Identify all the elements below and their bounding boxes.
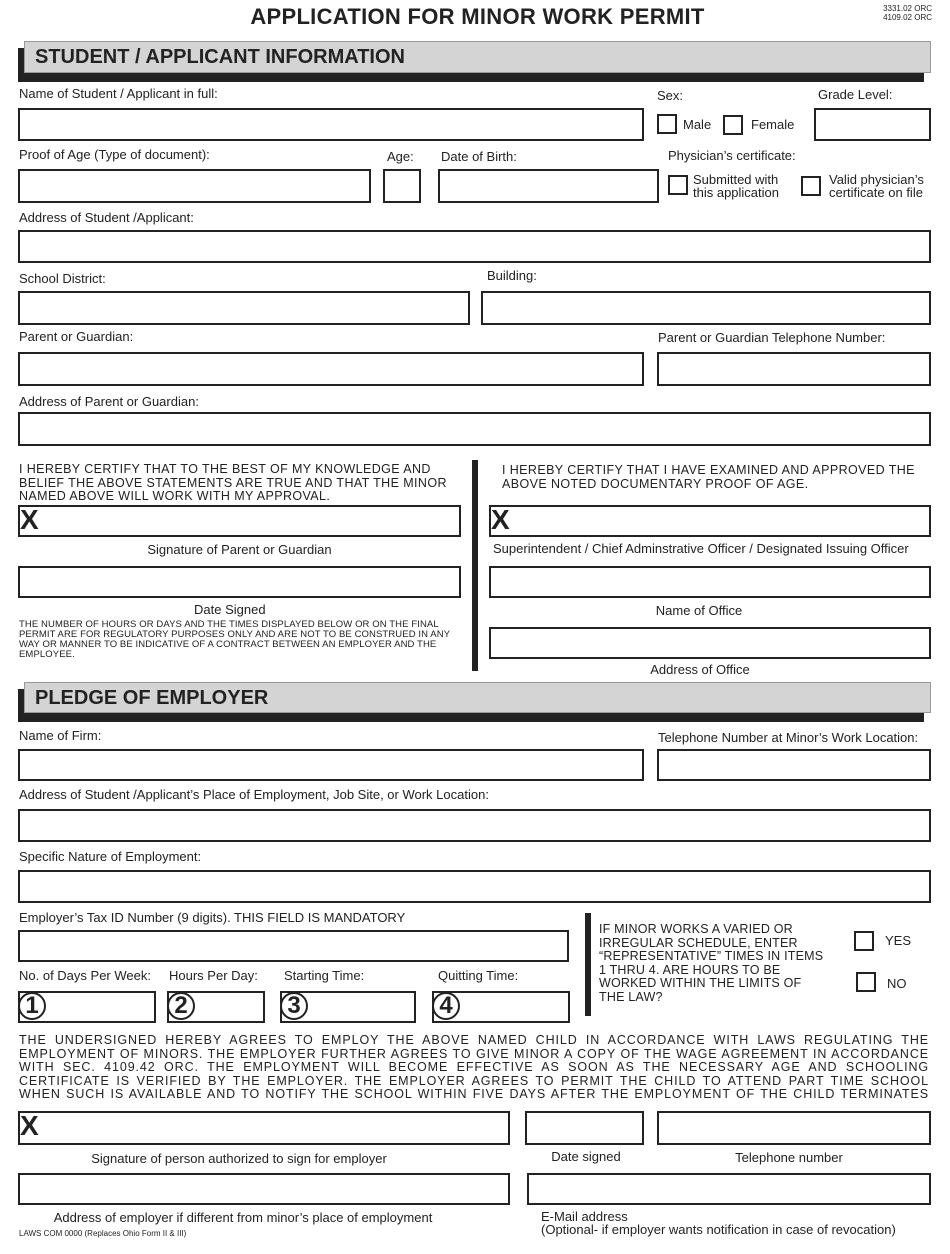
grade-level-field[interactable] [814,108,931,141]
sex-label: Sex: [657,88,684,103]
workplace-address-field[interactable] [18,809,931,842]
no-checkbox[interactable] [856,972,876,992]
female-label: Female [751,117,795,132]
parent-certification-text: I HEREBY CERTIFY THAT TO THE BEST OF MY KNOWLEDGE AND BELIEF THE ABOVE STATEMENTS ARE TRUE AND THAT THE MINOR NAMED ABOVE WILL WORK WITH MY APPROVAL. [19,462,447,503]
submitted-line-1: Submitted with [693,172,779,187]
employer-signature-field[interactable] [18,1111,510,1145]
employer-phone-label: Telephone number [735,1150,843,1165]
age-label: Age: [387,149,414,164]
item-1-marker: 1 [18,992,46,1020]
proof-of-age-label: Proof of Age (Type of document): [19,147,210,162]
yes-label: YES [885,933,912,948]
parent-date-signed-field[interactable] [18,566,461,598]
officer-signature-label: Superintendent / Chief Adminstrative Officer / Designated Issuing Officer [493,541,909,556]
proof-of-age-field[interactable] [18,169,371,203]
tax-id-label: Employer’s Tax ID Number (9 digits). THIS FIELD IS MANDATORY [19,910,406,925]
work-location-phone-label: Telephone Number at Minor’s Work Location: [658,730,919,745]
female-checkbox[interactable] [723,115,743,135]
building-label: Building: [487,268,537,283]
employer-signature-x-mark: X [20,1110,39,1141]
office-name-field[interactable] [489,566,931,598]
starting-time-label: Starting Time: [284,968,365,983]
form-code: LAWS COM 0000 (Replaces Ohio Form II & III) [19,1229,187,1238]
parent-address-field[interactable] [18,412,931,446]
dob-field[interactable] [438,169,659,203]
hours-per-day-label: Hours Per Day: [169,968,258,983]
parent-phone-label: Parent or Guardian Telephone Number: [658,330,886,345]
age-field[interactable] [383,169,421,203]
employer-address-label: Address of employer if different from minor’s place of employment [53,1210,433,1225]
officer-signature-x-mark: X [491,504,510,535]
student-address-label: Address of Student /Applicant: [19,210,194,225]
parent-guardian-field[interactable] [18,352,644,386]
grade-level-label: Grade Level: [818,87,893,102]
employer-section-heading: PLEDGE OF EMPLOYER [24,682,931,713]
student-address-field[interactable] [18,230,931,263]
school-district-field[interactable] [18,291,470,325]
regulatory-disclaimer: THE NUMBER OF HOURS OR DAYS AND THE TIMES DISPLAYED BELOW OR ON THE FINAL PERMIT ARE FOR REGULATORY PURPOSES ONLY AND ARE NOT TO BE CONSTRUED IN ANY WAY OR MANNER TO BE INDICATIVE OF A CONTRACT BETWEEN AN EMPLOYER AND THE EMPLOYEE. [19,619,450,660]
parent-signature-x-mark: X [20,504,39,535]
days-per-week-label: No. of Days Per Week: [19,968,151,983]
work-location-phone-field[interactable] [657,749,931,781]
office-address-label: Address of Office [650,662,750,677]
student-name-field[interactable] [18,108,644,141]
parent-guardian-label: Parent or Guardian: [19,329,134,344]
statute-code-1: 3331.02 ORC [883,4,932,13]
email-label: E-Mail address [541,1209,628,1224]
tax-id-field[interactable] [18,930,569,962]
no-label: NO [887,976,907,991]
male-checkbox[interactable] [657,114,677,134]
quitting-time-label: Quitting Time: [438,968,519,983]
submitted-with-application-checkbox[interactable] [668,175,688,195]
valid-line-1: Valid physician’s [829,172,924,187]
submitted-line-2: this application [693,185,779,200]
officer-signature-field[interactable] [489,505,931,537]
submitted-with-application-label [693,173,779,199]
employer-date-signed-label: Date signed [551,1149,621,1164]
employer-signature-label: Signature of person authorized to sign for employer [91,1151,387,1166]
student-name-label: Name of Student / Applicant in full: [19,86,218,101]
employer-email-field[interactable] [527,1173,931,1205]
employment-nature-label: Specific Nature of Employment: [19,849,202,864]
valid-certificate-on-file-label [829,173,924,199]
firm-name-field[interactable] [18,749,644,781]
officer-certification-text: I HEREBY CERTIFY THAT I HAVE EXAMINED AND APPROVED THE ABOVE NOTED DOCUMENTARY PROOF OF AGE. [502,463,915,491]
student-section-heading: STUDENT / APPLICANT INFORMATION [24,41,931,73]
firm-name-label: Name of Firm: [19,728,102,743]
schedule-divider [585,913,591,1016]
statute-codes [883,4,932,22]
yes-checkbox[interactable] [854,931,874,951]
building-field[interactable] [481,291,931,325]
valid-line-2: certificate on file [829,185,923,200]
parent-signature-label: Signature of Parent or Guardian [147,542,332,557]
item-3-marker: 3 [280,992,308,1020]
physician-certificate-label: Physician’s certificate: [668,148,796,163]
office-address-field[interactable] [489,627,931,659]
employer-agreement-text: THE UNDERSIGNED HEREBY AGREES TO EMPLOY THE ABOVE NAMED CHILD IN ACCORDANCE WITH LAWS REGULATING THE EMPLOYMENT OF MINORS. THE EMPLOYER FURTHER AGREES TO GIVE MINOR A COPY OF THE WAGE AGREEMENT IN ACCORDANCE WITH SEC. 4109.42 ORC. THE EMPLOYMENT WILL BECOME EFFECTIVE AS SOON AS THE NECESSARY AGE AND SCHOOLING CERTIFICATE IS VERIFIED BY THE EMPLOYER. THE EMPLOYER AGREES TO PERMIT THE CHILD TO ATTEND PART TIME SCHOOL WHEN SUCH IS AVAILABLE AND TO NOTIFY THE SCHOOL WITHIN FIVE DAYS AFTER THE EMPLOYMENT OF THE CHILD TERMINATES [19,1033,929,1102]
schedule-question: IF MINOR WORKS A VARIED OR IRREGULAR SCHEDULE, ENTER “REPRESENTATIVE” TIMES IN ITEMS 1 THRU 4. ARE HOURS TO BE WORKED WITHIN THE LIMITS OF THE LAW? [599,922,824,1004]
valid-certificate-on-file-checkbox[interactable] [801,176,821,196]
certification-divider [472,460,478,671]
item-2-marker: 2 [167,992,195,1020]
office-name-label: Name of Office [655,603,743,618]
employment-nature-field[interactable] [18,870,931,903]
parent-date-signed-label: Date Signed [194,602,266,617]
employer-date-signed-field[interactable] [525,1111,644,1145]
employer-address-field[interactable] [18,1173,510,1205]
parent-address-label: Address of Parent or Guardian: [19,394,199,409]
parent-phone-field[interactable] [657,352,931,386]
form-title: APPLICATION FOR MINOR WORK PERMIT [250,4,705,29]
parent-signature-field[interactable] [18,505,461,537]
item-4-marker: 4 [432,992,460,1020]
school-district-label: School District: [19,271,106,286]
dob-label: Date of Birth: [441,149,517,164]
workplace-address-label: Address of Student /Applicant’s Place of Employment, Job Site, or Work Location: [19,787,489,802]
male-label: Male [683,117,712,132]
employer-phone-field[interactable] [657,1111,931,1145]
email-note: (Optional- if employer wants notification in case of revocation) [541,1222,896,1237]
statute-code-2: 4109.02 ORC [883,13,932,22]
